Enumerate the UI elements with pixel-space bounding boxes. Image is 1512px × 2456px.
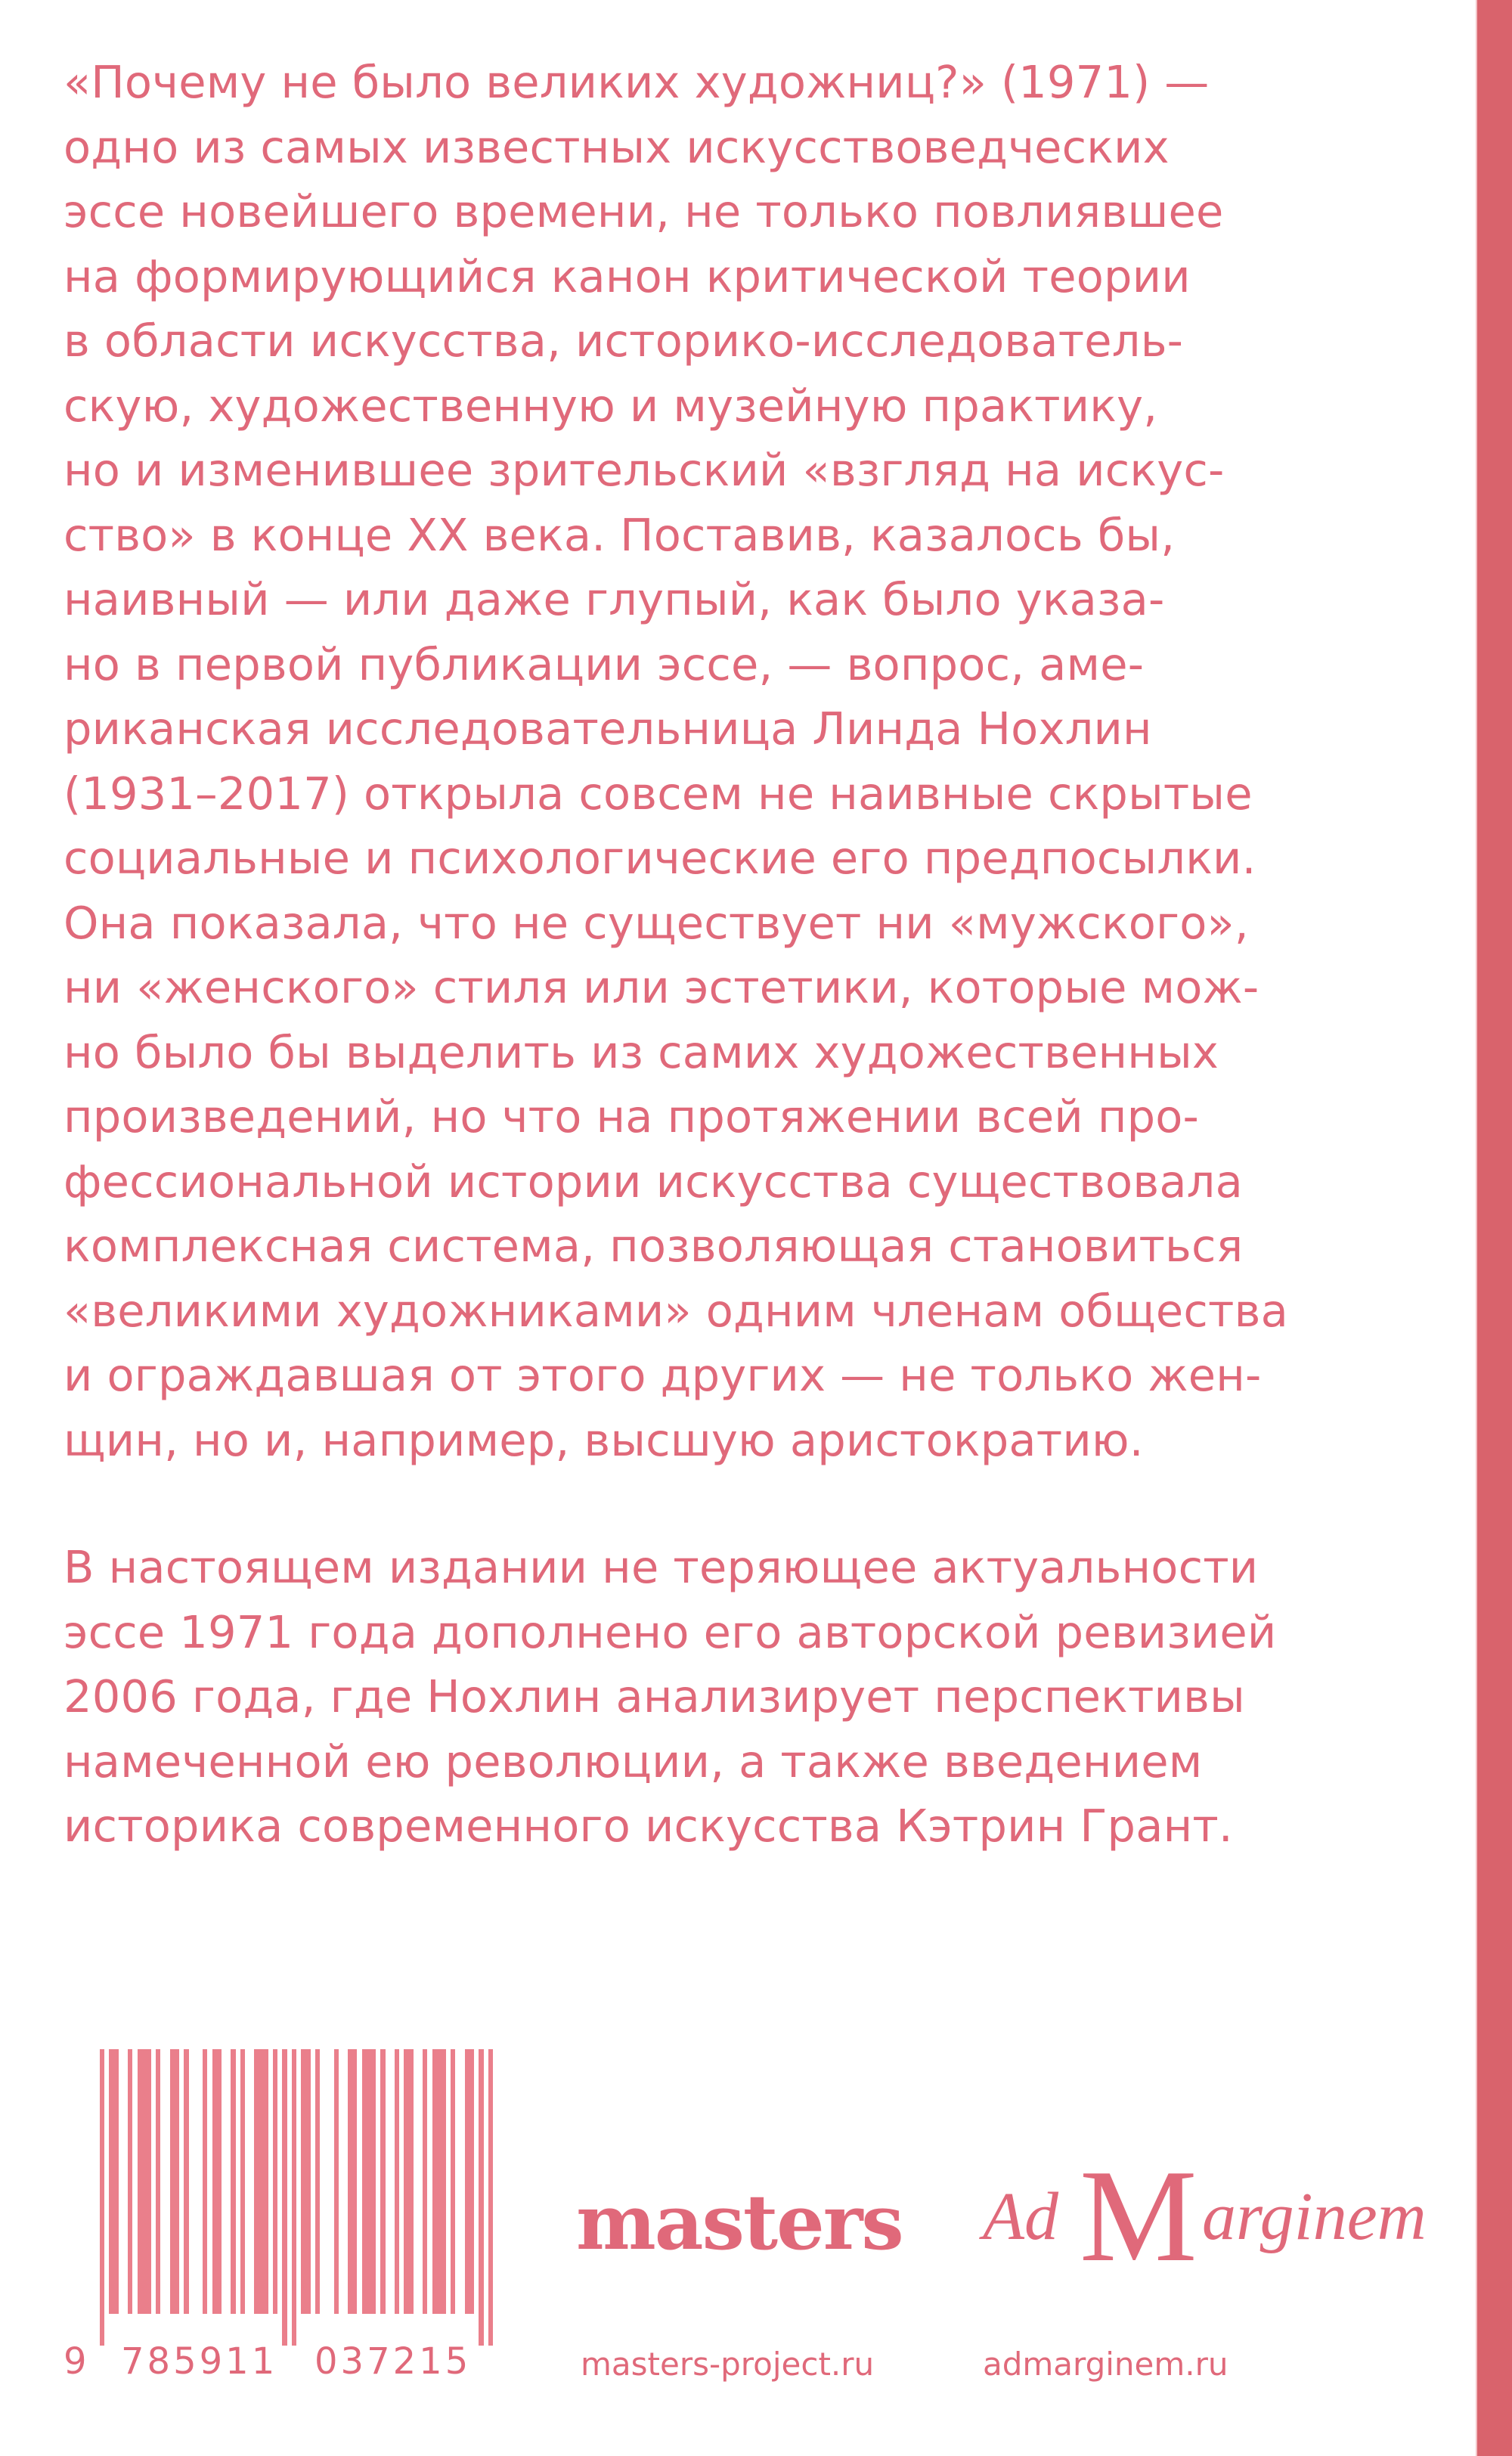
text-line: эссе новейшего времени, не только повлиявшее	[64, 185, 1224, 237]
barcode-bar	[109, 2049, 118, 2314]
barcode-bar	[432, 2049, 447, 2314]
barcode-bar	[100, 2049, 104, 2346]
text-line: «Почему не было великих художниц?» (1971) —	[64, 56, 1210, 108]
annotation-paragraph-2	[64, 1535, 1394, 1859]
text-line: на формирующийся канон критической теории	[64, 250, 1191, 302]
barcode-bar	[254, 2049, 268, 2314]
barcode-bar	[404, 2049, 413, 2314]
barcode-bar	[380, 2049, 385, 2314]
barcode-left-digits: 785911	[121, 2340, 278, 2383]
text-line: скую, художественную и музейную практику,	[64, 379, 1158, 432]
barcode-bar	[273, 2049, 277, 2314]
text-line: в области искусства, историко-исследователь-	[64, 315, 1184, 367]
barcode-first-digit: 9	[64, 2340, 90, 2383]
isbn-barcode	[100, 2049, 493, 2314]
text-line: социальные и психологические его предпосылки.	[64, 832, 1256, 884]
masters-logo: masters	[576, 2178, 903, 2267]
barcode-bar	[488, 2049, 493, 2346]
text-line: комплексная система, позволяющая становиться	[64, 1220, 1244, 1272]
text-line: намеченной ею революции, а также введением	[64, 1735, 1203, 1788]
barcode-bar	[423, 2049, 427, 2314]
barcode-bar	[282, 2049, 287, 2346]
text-line: В настоящем издании не теряющее актуальности	[64, 1541, 1259, 1593]
text-line: и ограждавшая от этого других — не только жен-	[64, 1349, 1262, 1401]
barcode-bar	[348, 2049, 357, 2314]
barcode-bar	[395, 2049, 399, 2314]
barcode-right-digits: 037215	[314, 2340, 472, 2383]
admarginem-url[interactable]: admarginem.ru	[983, 2346, 1228, 2383]
barcode-bar	[231, 2049, 235, 2314]
text-line: ни «женского» стиля или эстетики, которые мож-	[64, 961, 1259, 1013]
barcode-bar	[203, 2049, 207, 2314]
barcode-bar	[465, 2049, 474, 2314]
cover-edge-strip	[1477, 0, 1512, 2456]
barcode-bar	[301, 2049, 310, 2314]
barcode-bar	[170, 2049, 179, 2314]
text-line: риканская исследовательница Линда Нохлин	[64, 702, 1152, 755]
text-line: но было бы выделить из самих художественных	[64, 1025, 1219, 1078]
barcode-bar	[212, 2049, 222, 2314]
ad-marginem-logo-ad: Ad	[983, 2179, 1058, 2254]
barcode-bar	[240, 2049, 245, 2314]
text-line: фессиональной истории искусства существовала	[64, 1155, 1243, 1208]
barcode-bar	[362, 2049, 376, 2314]
text-line: (1931–2017) открыла совсем не наивные скрытые	[64, 767, 1253, 820]
barcode-bar	[479, 2049, 483, 2346]
masters-url[interactable]: masters-project.ru	[581, 2346, 875, 2383]
text-line: «великими художниками» одним членам общества	[64, 1284, 1288, 1337]
barcode-bar	[292, 2049, 296, 2346]
barcode-bar	[184, 2049, 188, 2314]
annotation-paragraph-1	[64, 50, 1394, 1472]
ad-marginem-logo-rest: arginem	[1202, 2179, 1427, 2254]
text-line: одно из самых известных искусствоведческих	[64, 120, 1170, 173]
text-line: произведений, но что на протяжении всей про-	[64, 1090, 1200, 1143]
text-line: эссе 1971 года дополнено его авторской ревизией	[64, 1605, 1277, 1658]
barcode-bar	[128, 2049, 132, 2314]
text-line: историка современного искусства Кэтрин Грант.	[64, 1800, 1233, 1852]
text-line: ство» в конце XX века. Поставив, казалось бы,	[64, 508, 1176, 561]
barcode-bar	[451, 2049, 455, 2314]
ad-marginem-logo-m: M	[1080, 2142, 1198, 2289]
text-line: наивный — или даже глупый, как было указа-	[64, 573, 1165, 625]
barcode-bar	[138, 2049, 152, 2314]
barcode-bar	[315, 2049, 320, 2314]
text-line: 2006 года, где Нохлин анализирует перспективы	[64, 1670, 1245, 1723]
barcode-bar	[156, 2049, 160, 2314]
text-line: Она показала, что не существует ни «мужского»,	[64, 896, 1249, 949]
text-line: но и изменившее зрительский «взгляд на искус-	[64, 444, 1225, 496]
text-line: но в первой публикации эссе, — вопрос, аме-	[64, 637, 1145, 690]
barcode-bar	[334, 2049, 339, 2314]
text-line: щин, но и, например, высшую аристократию.	[64, 1413, 1144, 1466]
